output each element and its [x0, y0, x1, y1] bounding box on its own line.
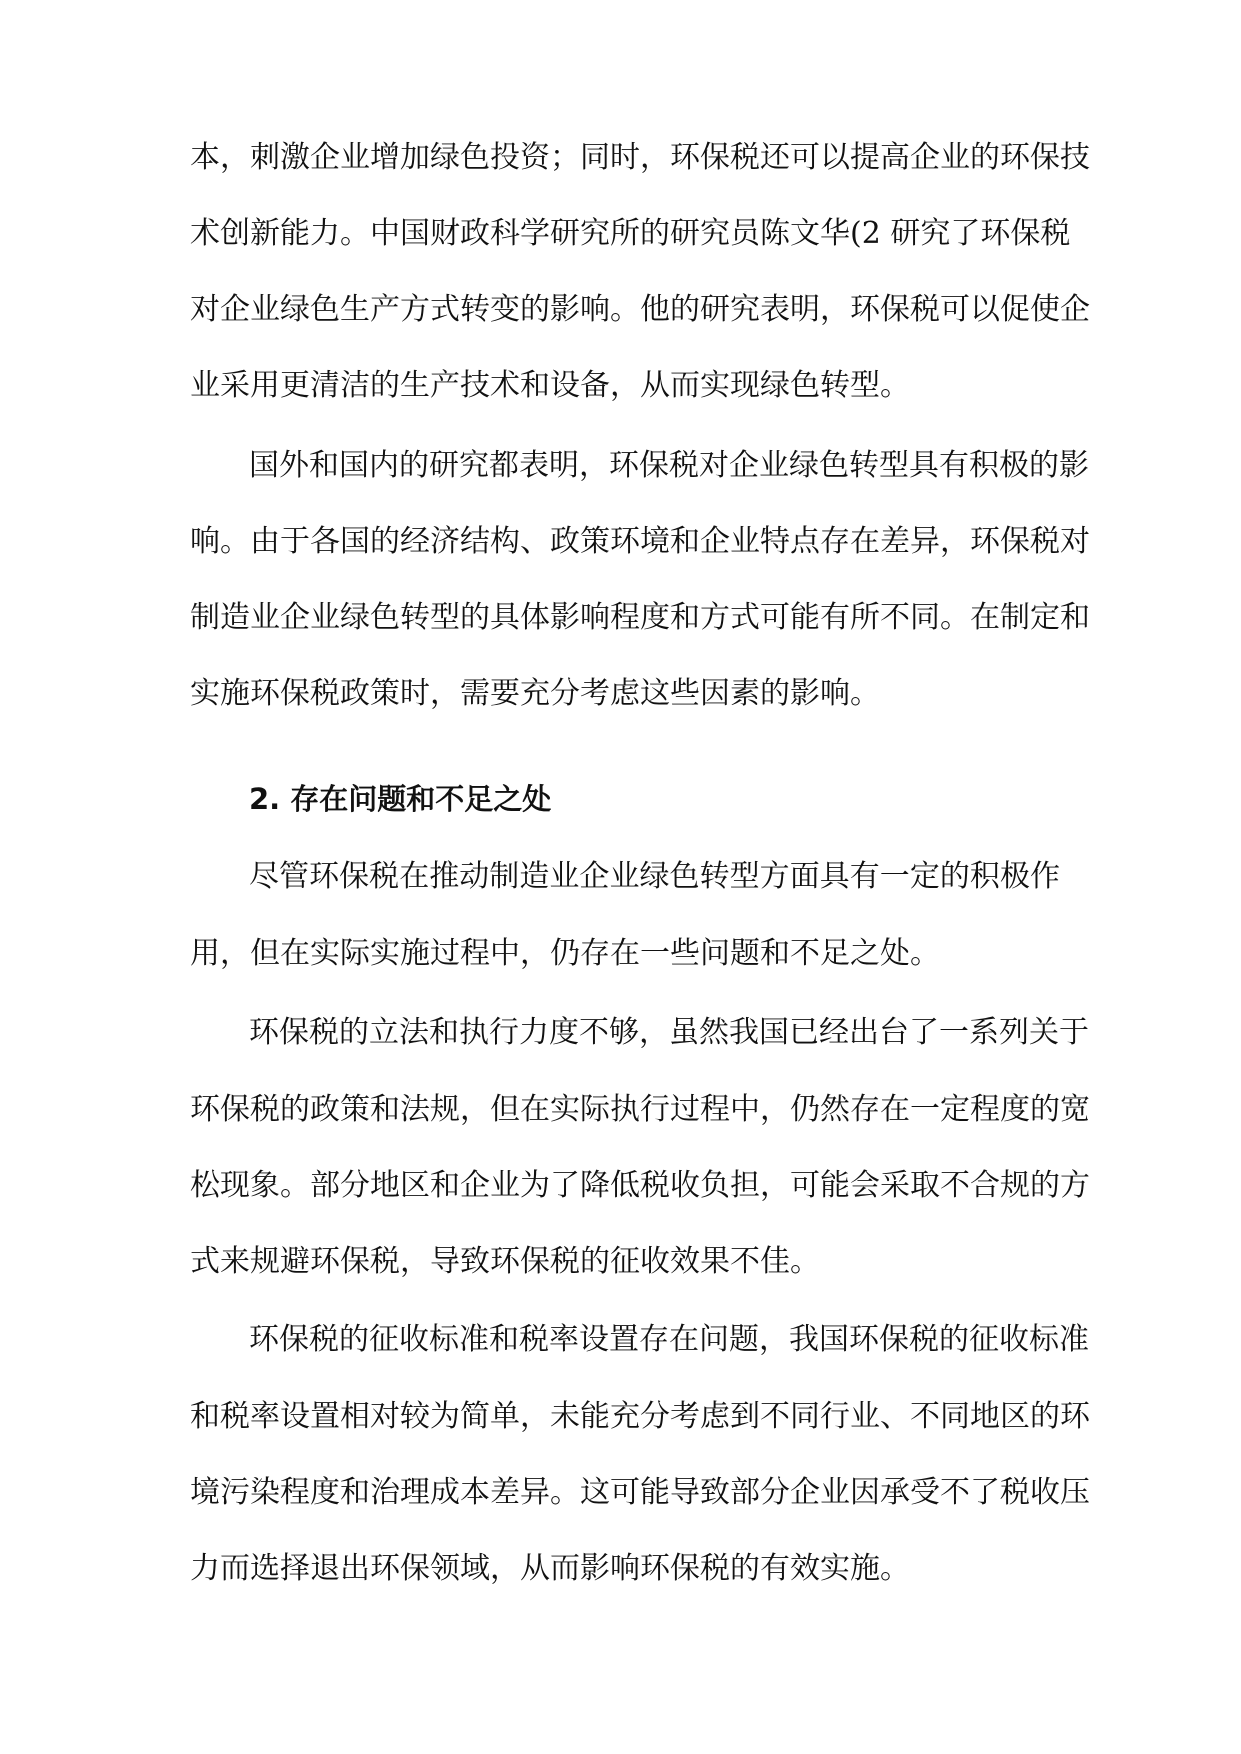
section-paragraph-2-line-3: 松现象。部分地区和企业为了降低税收负担，可能会采取不合规的方 — [190, 1168, 1090, 1203]
paragraph-2-line-4: 实施环保税政策时，需要充分考虑这些因素的影响。 — [190, 676, 880, 711]
paragraph-2-line-3: 制造业企业绿色转型的具体影响程度和方式可能有所不同。在制定和 — [190, 600, 1090, 635]
section-paragraph-2-line-2: 环保税的政策和法规，但在实际执行过程中，仍然存在一定程度的宽 — [190, 1092, 1090, 1127]
section-paragraph-2-line-1: 环保税的立法和执行力度不够，虽然我国已经出台了一系列关于 — [249, 1015, 1089, 1050]
section-paragraph-2-line-4: 式来规避环保税，导致环保税的征收效果不佳。 — [190, 1244, 820, 1279]
section-paragraph-1-line-1: 尽管环保税在推动制造业企业绿色转型方面具有一定的积极作 — [249, 859, 1060, 894]
paragraph-1-line-1: 本，刺激企业增加绿色投资；同时，环保税还可以提高企业的环保技 — [190, 140, 1090, 175]
paragraph-1-line-3: 对企业绿色生产方式转变的影响。他的研究表明，环保税可以促使企 — [190, 292, 1090, 327]
section-heading: 2. 存在问题和不足之处 — [249, 782, 552, 816]
section-paragraph-1-line-2: 用，但在实际实施过程中，仍存在一些问题和不足之处。 — [190, 936, 940, 971]
paragraph-1-line-2: 术创新能力。中国财政科学研究所的研究员陈文华(2 研究了环保税 — [190, 216, 1071, 251]
paragraph-1-line-4: 业采用更清洁的生产技术和设备，从而实现绿色转型。 — [190, 368, 910, 403]
section-paragraph-3-line-2: 和税率设置相对较为简单，未能充分考虑到不同行业、不同地区的环 — [190, 1399, 1090, 1434]
paragraph-2-line-1: 国外和国内的研究都表明，环保税对企业绿色转型具有积极的影 — [249, 448, 1089, 483]
section-paragraph-3-line-3: 境污染程度和治理成本差异。这可能导致部分企业因承受不了税收压 — [190, 1475, 1090, 1510]
paragraph-2-line-2: 响。由于各国的经济结构、政策环境和企业特点存在差异，环保税对 — [190, 524, 1090, 559]
section-paragraph-3-line-1: 环保税的征收标准和税率设置存在问题，我国环保税的征收标准 — [249, 1322, 1089, 1357]
section-paragraph-3-line-4: 力而选择退出环保领域，从而影响环保税的有效实施。 — [190, 1551, 910, 1586]
